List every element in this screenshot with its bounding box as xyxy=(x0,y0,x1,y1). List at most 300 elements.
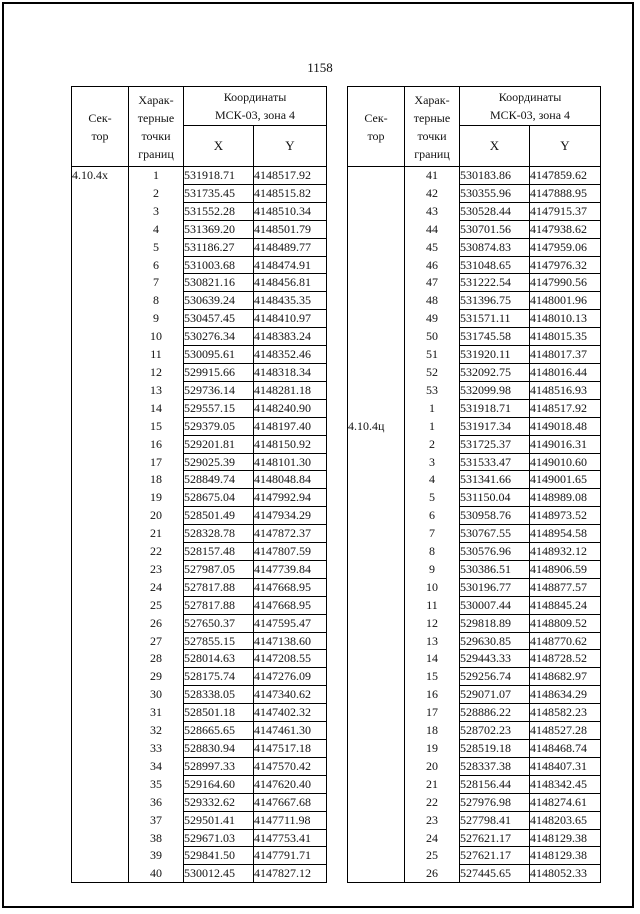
table-row xyxy=(348,793,601,811)
table-row xyxy=(72,274,327,292)
cell-sector xyxy=(348,793,405,811)
cell-y: 4148352.46 xyxy=(254,346,327,364)
cell-y: 4148129.38 xyxy=(530,847,601,865)
cell-x: 529071.07 xyxy=(460,686,530,704)
cell-sector xyxy=(348,435,405,453)
table-row xyxy=(348,775,601,793)
cell-y: 4147668.95 xyxy=(254,578,327,596)
table-row xyxy=(72,560,327,578)
cell-sector xyxy=(348,704,405,722)
cell-y: 4148501.79 xyxy=(254,220,327,238)
cell-x: 531920.11 xyxy=(460,346,530,364)
cell-y: 4147888.95 xyxy=(530,184,601,202)
cell-sector xyxy=(72,668,129,686)
table-row xyxy=(72,704,327,722)
cell-sector xyxy=(348,865,405,883)
cell-sector xyxy=(348,525,405,543)
cell-y: 4148582.23 xyxy=(530,704,601,722)
cell-point: 6 xyxy=(129,256,184,274)
table-row xyxy=(72,435,327,453)
page-number: 1158 xyxy=(307,60,333,75)
cell-x: 531725.37 xyxy=(460,435,530,453)
cell-x: 528501.49 xyxy=(184,507,254,525)
table-row xyxy=(72,399,327,417)
table-row xyxy=(72,596,327,614)
table-row xyxy=(348,417,601,435)
cell-x: 531003.68 xyxy=(184,256,254,274)
cell-y: 4147711.98 xyxy=(254,811,327,829)
cell-point: 5 xyxy=(405,489,460,507)
cell-y: 4148770.62 xyxy=(530,632,601,650)
cell-point: 9 xyxy=(129,310,184,328)
cell-sector xyxy=(72,274,129,292)
cell-x: 531917.34 xyxy=(460,417,530,435)
cell-sector xyxy=(72,829,129,847)
cell-x: 531222.54 xyxy=(460,274,530,292)
cell-y: 4148474.91 xyxy=(254,256,327,274)
cell-sector xyxy=(348,453,405,471)
cell-sector xyxy=(72,757,129,775)
cell-y: 4147976.32 xyxy=(530,256,601,274)
table-row xyxy=(348,757,601,775)
header-y: Y xyxy=(530,126,601,167)
cell-sector xyxy=(348,650,405,668)
cell-point: 14 xyxy=(129,399,184,417)
table-row xyxy=(72,184,327,202)
table-row xyxy=(72,256,327,274)
table-row xyxy=(348,596,601,614)
cell-y: 4147753.41 xyxy=(254,829,327,847)
table-row xyxy=(348,184,601,202)
cell-x: 529332.62 xyxy=(184,793,254,811)
cell-y: 4148240.90 xyxy=(254,399,327,417)
cell-sector xyxy=(72,525,129,543)
header-sector: Сек- тор xyxy=(348,87,405,167)
cell-y: 4148281.18 xyxy=(254,381,327,399)
cell-y: 4147959.06 xyxy=(530,238,601,256)
header-y: Y xyxy=(254,126,327,167)
cell-y: 4148906.59 xyxy=(530,560,601,578)
table-row xyxy=(348,650,601,668)
cell-x: 531396.75 xyxy=(460,292,530,310)
cell-sector xyxy=(348,471,405,489)
cell-point: 19 xyxy=(405,740,460,758)
cell-x: 528665.65 xyxy=(184,722,254,740)
cell-x: 528175.74 xyxy=(184,668,254,686)
cell-sector xyxy=(348,543,405,561)
cell-sector xyxy=(72,775,129,793)
table-row xyxy=(348,722,601,740)
cell-sector: 4.10.4х xyxy=(72,167,129,185)
cell-point: 21 xyxy=(405,775,460,793)
table-row xyxy=(348,399,601,417)
cell-sector xyxy=(72,578,129,596)
cell-sector xyxy=(72,220,129,238)
cell-x: 529818.89 xyxy=(460,614,530,632)
cell-point: 22 xyxy=(129,543,184,561)
cell-x: 531150.04 xyxy=(460,489,530,507)
cell-y: 4148435.35 xyxy=(254,292,327,310)
table-row xyxy=(348,847,601,865)
table-row xyxy=(348,202,601,220)
table-row xyxy=(72,310,327,328)
cell-point: 12 xyxy=(405,614,460,632)
cell-point: 15 xyxy=(405,668,460,686)
cell-point: 34 xyxy=(129,757,184,775)
cell-y: 4147739.84 xyxy=(254,560,327,578)
cell-sector xyxy=(348,346,405,364)
cell-point: 9 xyxy=(405,560,460,578)
cell-x: 530196.77 xyxy=(460,578,530,596)
cell-y: 4148015.35 xyxy=(530,328,601,346)
cell-y: 4148456.81 xyxy=(254,274,327,292)
table-row xyxy=(348,363,601,381)
cell-point: 1 xyxy=(405,399,460,417)
table-row xyxy=(348,489,601,507)
cell-y: 4147340.62 xyxy=(254,686,327,704)
cell-sector xyxy=(72,847,129,865)
table-row xyxy=(348,381,601,399)
cell-sector xyxy=(72,417,129,435)
cell-x: 529379.05 xyxy=(184,417,254,435)
cell-x: 528328.78 xyxy=(184,525,254,543)
cell-point: 10 xyxy=(405,578,460,596)
table-row xyxy=(348,220,601,238)
cell-y: 4148845.24 xyxy=(530,596,601,614)
cell-point: 36 xyxy=(129,793,184,811)
cell-point: 40 xyxy=(129,865,184,883)
cell-x: 530183.86 xyxy=(460,167,530,185)
cell-y: 4148129.38 xyxy=(530,829,601,847)
table-row xyxy=(72,722,327,740)
cell-y: 4148410.97 xyxy=(254,310,327,328)
cell-sector xyxy=(72,632,129,650)
cell-point: 26 xyxy=(129,614,184,632)
table-row xyxy=(348,668,601,686)
table-row xyxy=(72,847,327,865)
cell-point: 13 xyxy=(405,632,460,650)
cell-y: 4148728.52 xyxy=(530,650,601,668)
cell-x: 531369.20 xyxy=(184,220,254,238)
cell-point: 48 xyxy=(405,292,460,310)
cell-y: 4148809.52 xyxy=(530,614,601,632)
table-row xyxy=(348,310,601,328)
table-row xyxy=(348,435,601,453)
cell-sector xyxy=(72,811,129,829)
cell-point: 2 xyxy=(129,184,184,202)
cell-x: 529630.85 xyxy=(460,632,530,650)
cell-x: 529736.14 xyxy=(184,381,254,399)
cell-sector xyxy=(72,435,129,453)
cell-y: 4147934.29 xyxy=(254,507,327,525)
table-row xyxy=(72,578,327,596)
cell-x: 529557.15 xyxy=(184,399,254,417)
cell-sector xyxy=(348,381,405,399)
cell-point: 21 xyxy=(129,525,184,543)
cell-y: 4148527.28 xyxy=(530,722,601,740)
table-row xyxy=(72,328,327,346)
cell-x: 530457.45 xyxy=(184,310,254,328)
cell-sector xyxy=(348,686,405,704)
cell-point: 39 xyxy=(129,847,184,865)
cell-x: 532099.98 xyxy=(460,381,530,399)
cell-point: 46 xyxy=(405,256,460,274)
header-sector: Сек- тор xyxy=(72,87,129,167)
cell-point: 25 xyxy=(405,847,460,865)
table-row xyxy=(72,650,327,668)
table-row xyxy=(348,829,601,847)
cell-sector xyxy=(72,704,129,722)
cell-y: 4148510.34 xyxy=(254,202,327,220)
cell-point: 52 xyxy=(405,363,460,381)
table-row xyxy=(72,202,327,220)
cell-y: 4148932.12 xyxy=(530,543,601,561)
cell-sector xyxy=(72,310,129,328)
cell-sector xyxy=(72,740,129,758)
cell-x: 530386.51 xyxy=(460,560,530,578)
cell-y: 4147827.12 xyxy=(254,865,327,883)
table-row xyxy=(348,292,601,310)
cell-sector xyxy=(348,292,405,310)
cell-x: 528157.48 xyxy=(184,543,254,561)
cell-point: 32 xyxy=(129,722,184,740)
cell-sector xyxy=(348,507,405,525)
cell-y: 4148515.82 xyxy=(254,184,327,202)
cell-sector xyxy=(72,507,129,525)
cell-point: 29 xyxy=(129,668,184,686)
cell-x: 530958.76 xyxy=(460,507,530,525)
cell-sector xyxy=(348,560,405,578)
cell-sector xyxy=(348,256,405,274)
cell-x: 527976.98 xyxy=(460,793,530,811)
cell-x: 528338.05 xyxy=(184,686,254,704)
header-points: Харак- терные точки границ xyxy=(405,87,460,167)
cell-sector xyxy=(348,167,405,185)
cell-sector xyxy=(72,596,129,614)
cell-y: 4148203.65 xyxy=(530,811,601,829)
table-row xyxy=(348,274,601,292)
cell-point: 42 xyxy=(405,184,460,202)
cell-x: 528886.22 xyxy=(460,704,530,722)
cell-sector xyxy=(348,202,405,220)
cell-sector xyxy=(72,292,129,310)
cell-point: 38 xyxy=(129,829,184,847)
cell-y: 4148468.74 xyxy=(530,740,601,758)
table-row xyxy=(348,865,601,883)
table-row xyxy=(348,614,601,632)
cell-point: 35 xyxy=(129,775,184,793)
cell-point: 17 xyxy=(129,453,184,471)
cell-y: 4148010.13 xyxy=(530,310,601,328)
cell-y: 4147208.55 xyxy=(254,650,327,668)
table-row xyxy=(72,292,327,310)
cell-sector xyxy=(72,381,129,399)
cell-x: 528849.74 xyxy=(184,471,254,489)
cell-x: 530012.45 xyxy=(184,865,254,883)
table-row xyxy=(72,740,327,758)
cell-sector xyxy=(348,274,405,292)
cell-point: 3 xyxy=(129,202,184,220)
cell-x: 529025.39 xyxy=(184,453,254,471)
cell-y: 4148517.92 xyxy=(254,167,327,185)
table-body-left xyxy=(72,167,327,883)
cell-y: 4147570.42 xyxy=(254,757,327,775)
cell-point: 1 xyxy=(405,417,460,435)
cell-x: 531918.71 xyxy=(460,399,530,417)
cell-point: 5 xyxy=(129,238,184,256)
cell-y: 4147938.62 xyxy=(530,220,601,238)
table-row xyxy=(72,346,327,364)
cell-point: 4 xyxy=(129,220,184,238)
cell-y: 4148489.77 xyxy=(254,238,327,256)
table-row xyxy=(348,453,601,471)
header-x: X xyxy=(460,126,530,167)
cell-y: 4147595.47 xyxy=(254,614,327,632)
cell-point: 16 xyxy=(405,686,460,704)
table-row xyxy=(72,525,327,543)
table-row xyxy=(72,507,327,525)
cell-y: 4148973.52 xyxy=(530,507,601,525)
cell-y: 4148634.29 xyxy=(530,686,601,704)
cell-y: 4148101.30 xyxy=(254,453,327,471)
cell-sector xyxy=(72,346,129,364)
cell-x: 532092.75 xyxy=(460,363,530,381)
cell-x: 529501.41 xyxy=(184,811,254,829)
cell-x: 531571.11 xyxy=(460,310,530,328)
cell-y: 4148877.57 xyxy=(530,578,601,596)
coordinates-table-left xyxy=(71,86,327,883)
cell-sector xyxy=(72,363,129,381)
cell-y: 4148383.24 xyxy=(254,328,327,346)
cell-point: 51 xyxy=(405,346,460,364)
cell-x: 527445.65 xyxy=(460,865,530,883)
table-row xyxy=(348,525,601,543)
header-x: X xyxy=(184,126,254,167)
cell-sector xyxy=(72,722,129,740)
table-row xyxy=(348,632,601,650)
cell-y: 4148197.40 xyxy=(254,417,327,435)
cell-y: 4147990.56 xyxy=(530,274,601,292)
table-row xyxy=(72,381,327,399)
table-row xyxy=(72,453,327,471)
cell-point: 28 xyxy=(129,650,184,668)
cell-point: 7 xyxy=(405,525,460,543)
cell-point: 18 xyxy=(129,471,184,489)
cell-point: 24 xyxy=(405,829,460,847)
cell-point: 14 xyxy=(405,650,460,668)
cell-y: 4148682.97 xyxy=(530,668,601,686)
cell-sector xyxy=(348,757,405,775)
cell-point: 20 xyxy=(405,757,460,775)
table-row xyxy=(72,793,327,811)
cell-y: 4148052.33 xyxy=(530,865,601,883)
cell-y: 4147859.62 xyxy=(530,167,601,185)
cell-sector xyxy=(348,829,405,847)
cell-point: 19 xyxy=(129,489,184,507)
cell-point: 11 xyxy=(129,346,184,364)
cell-sector xyxy=(72,614,129,632)
cell-sector xyxy=(72,238,129,256)
cell-y: 4147915.37 xyxy=(530,202,601,220)
cell-sector xyxy=(348,310,405,328)
cell-sector xyxy=(348,578,405,596)
cell-point: 6 xyxy=(405,507,460,525)
cell-point: 3 xyxy=(405,453,460,471)
cell-x: 528337.38 xyxy=(460,757,530,775)
cell-point: 24 xyxy=(129,578,184,596)
cell-y: 4148016.44 xyxy=(530,363,601,381)
cell-point: 17 xyxy=(405,704,460,722)
cell-sector xyxy=(72,471,129,489)
cell-sector xyxy=(72,453,129,471)
cell-point: 23 xyxy=(129,560,184,578)
cell-x: 528830.94 xyxy=(184,740,254,758)
cell-x: 531745.58 xyxy=(460,328,530,346)
cell-x: 530701.56 xyxy=(460,220,530,238)
cell-sector xyxy=(348,596,405,614)
cell-sector xyxy=(348,668,405,686)
cell-point: 27 xyxy=(129,632,184,650)
cell-x: 531552.28 xyxy=(184,202,254,220)
cell-x: 528702.23 xyxy=(460,722,530,740)
cell-x: 528519.18 xyxy=(460,740,530,758)
table-row xyxy=(72,363,327,381)
cell-x: 527817.88 xyxy=(184,578,254,596)
table-row xyxy=(348,686,601,704)
cell-x: 531048.65 xyxy=(460,256,530,274)
cell-x: 527621.17 xyxy=(460,847,530,865)
cell-sector xyxy=(72,543,129,561)
cell-x: 528156.44 xyxy=(460,775,530,793)
cell-point: 4 xyxy=(405,471,460,489)
cell-point: 31 xyxy=(129,704,184,722)
cell-point: 37 xyxy=(129,811,184,829)
cell-point: 41 xyxy=(405,167,460,185)
cell-sector xyxy=(348,238,405,256)
cell-point: 47 xyxy=(405,274,460,292)
cell-y: 4147992.94 xyxy=(254,489,327,507)
cell-x: 531533.47 xyxy=(460,453,530,471)
cell-y: 4148048.84 xyxy=(254,471,327,489)
cell-point: 50 xyxy=(405,328,460,346)
table-row xyxy=(72,614,327,632)
table-row xyxy=(72,668,327,686)
table-row xyxy=(72,543,327,561)
cell-x: 529256.74 xyxy=(460,668,530,686)
cell-x: 530007.44 xyxy=(460,596,530,614)
cell-y: 4149018.48 xyxy=(530,417,601,435)
cell-point: 8 xyxy=(405,543,460,561)
cell-x: 528997.33 xyxy=(184,757,254,775)
cell-y: 4147791.71 xyxy=(254,847,327,865)
cell-sector xyxy=(348,220,405,238)
cell-sector xyxy=(348,184,405,202)
cell-y: 4148017.37 xyxy=(530,346,601,364)
table-row xyxy=(72,220,327,238)
cell-sector xyxy=(72,202,129,220)
cell-x: 530355.96 xyxy=(460,184,530,202)
cell-y: 4148954.58 xyxy=(530,525,601,543)
cell-point: 1 xyxy=(129,167,184,185)
cell-point: 53 xyxy=(405,381,460,399)
cell-x: 529443.33 xyxy=(460,650,530,668)
table-row xyxy=(348,811,601,829)
cell-point: 18 xyxy=(405,722,460,740)
cell-point: 49 xyxy=(405,310,460,328)
cell-x: 531918.71 xyxy=(184,167,254,185)
table-row xyxy=(72,865,327,883)
cell-sector xyxy=(72,184,129,202)
